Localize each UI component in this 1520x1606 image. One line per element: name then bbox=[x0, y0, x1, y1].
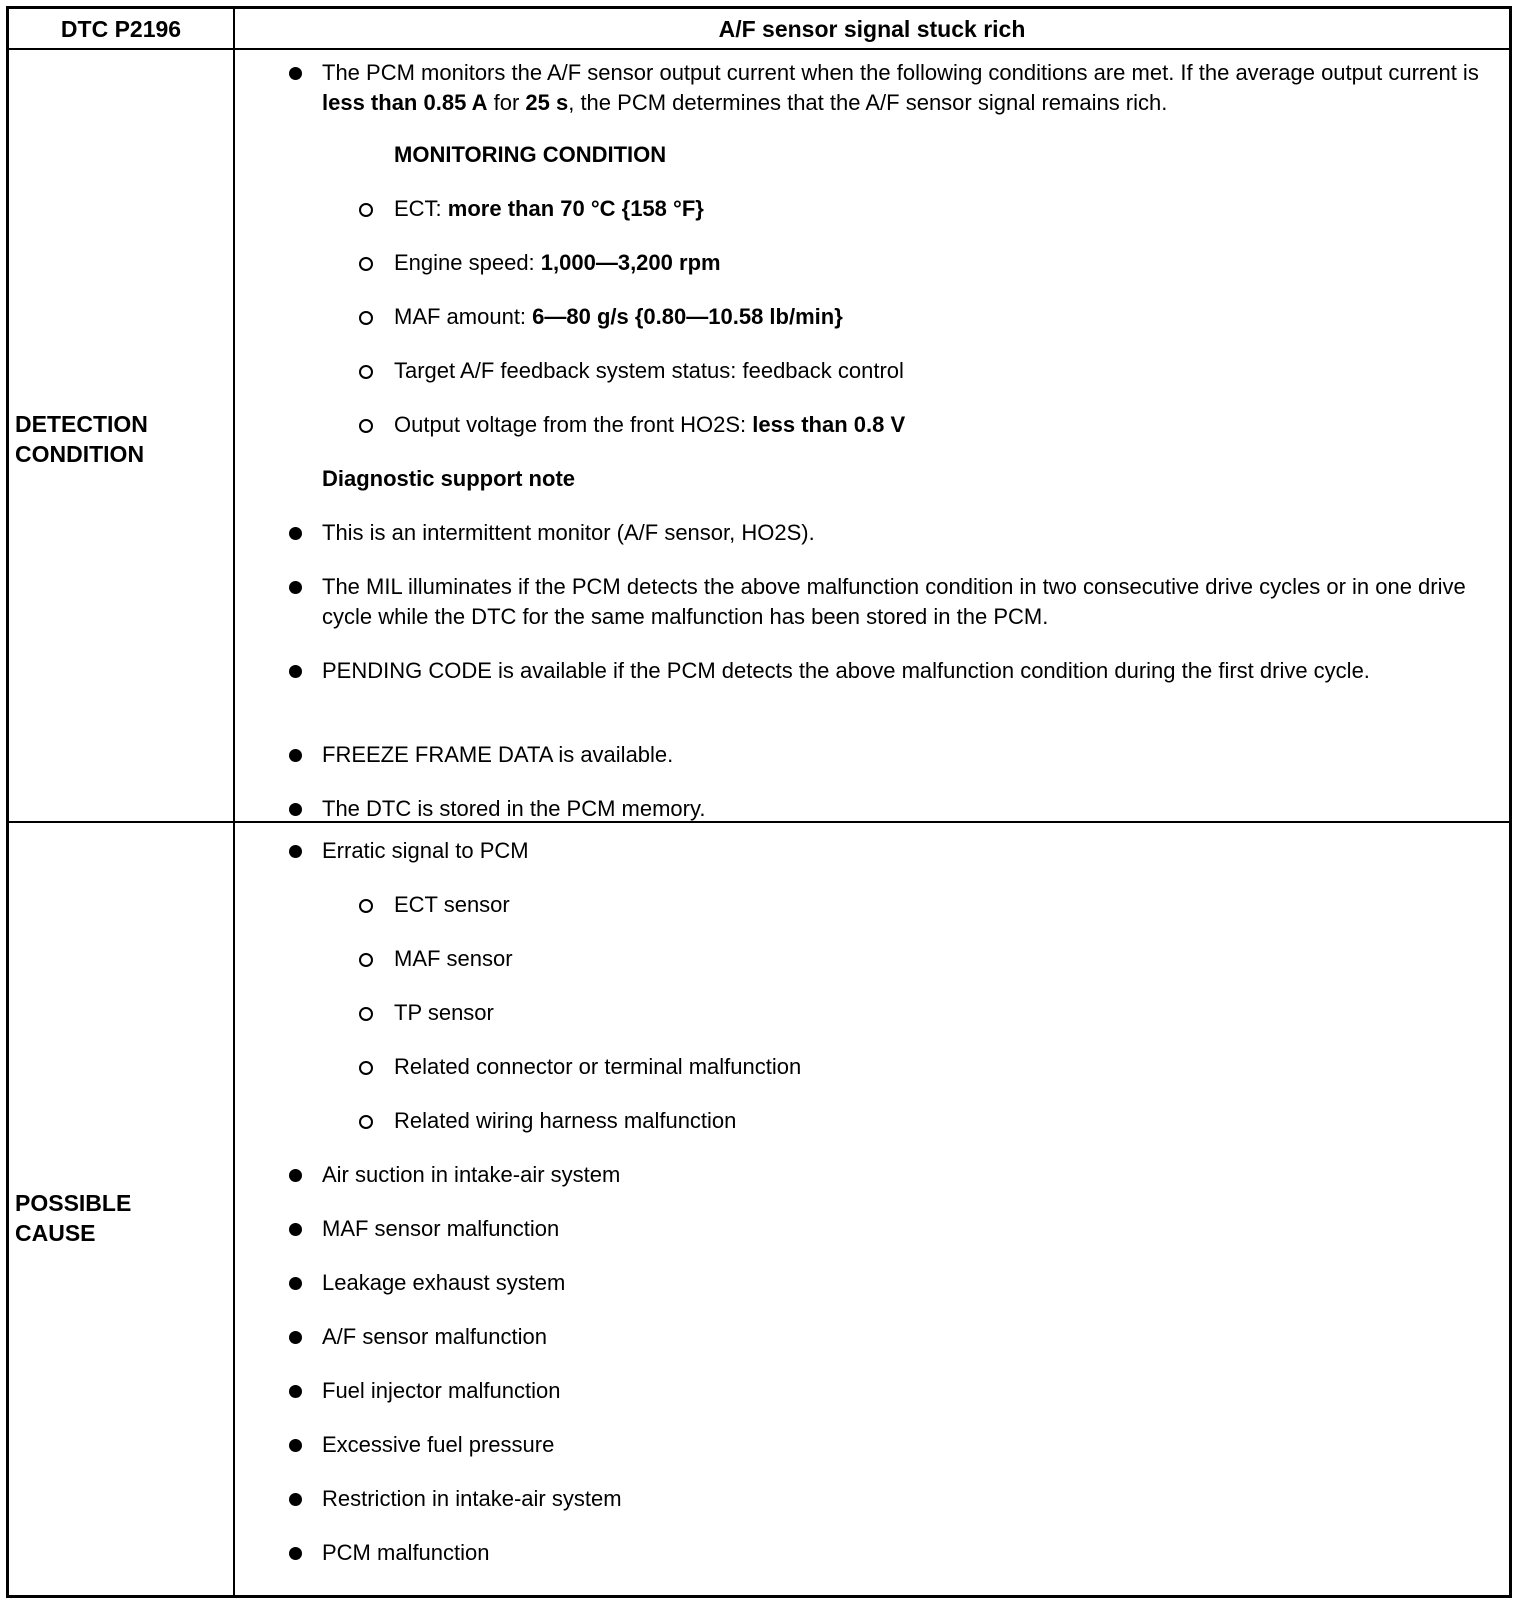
circle-bullet-icon bbox=[359, 419, 373, 433]
bullet-icon bbox=[289, 1223, 302, 1236]
bullet-icon bbox=[289, 67, 302, 80]
dtc-code-header: DTC P2196 bbox=[60, 16, 182, 42]
bullet-icon bbox=[289, 527, 302, 540]
detection-label-line2: CONDITION bbox=[15, 441, 145, 467]
bullet-icon bbox=[289, 665, 302, 678]
bullet-icon bbox=[289, 1439, 302, 1452]
header-divider bbox=[9, 48, 1509, 50]
dtc-table: DTC P2196 A/F sensor signal stuck rich DETECTION CONDITION The PCM monitors the A/F sensor output current when the following conditions are met. If the average output current is less than 0.85 A for 25 s, the PCM determines that the A/F sensor signal remains rich. MONITORING CONDITION ECT: more than 70 °C {158 °F} Engine speed: 1,000—3,200 rpm MAF amount: 6—80 g/s {0.80—10.58 lb/min} Target A/F feedback system status: feedback control Output voltage from the front HO2S: less than 0.8 V Diagnostic support note This is an intermittent monitor (A/F sensor, HO2S). The MIL illuminates if the PCM detects the above malfunction condition in two consecutive drive cycles or in one drive cycle while the DTC for the same malfunction has been stored in the PCM. PENDING CODE is available if the PCM detects the above malfunction condition during the first drive cycle. FREEZE FRAME DATA is available. The DTC is stored in the PCM memory. POSSIBLE CAUSE Erratic signal to PCM ECT sensor MAF sensor TP sensor Related connector or terminal malfunction Related wiring harness malfunction Air suction in intake-air system MAF sensor malfunction Leakage exhaust system A/F sensor malfunction Fuel injector malfunction Excessive fuel pressure Restriction in intake-air system PCM malfunction bbox=[6, 6, 1512, 1598]
detection-label-line1: DETECTION bbox=[15, 411, 148, 437]
possible-label-line2: CAUSE bbox=[15, 1220, 96, 1246]
bullet-icon bbox=[289, 1331, 302, 1344]
column-divider bbox=[233, 9, 235, 1595]
bullet-icon bbox=[289, 1547, 302, 1560]
bullet-icon bbox=[289, 1169, 302, 1182]
diagnostic-support-heading: Diagnostic support note bbox=[322, 466, 575, 491]
bullet-icon bbox=[289, 845, 302, 858]
circle-bullet-icon bbox=[359, 1115, 373, 1129]
detection-condition-label bbox=[15, 409, 225, 469]
circle-bullet-icon bbox=[359, 953, 373, 967]
bullet-icon bbox=[289, 1277, 302, 1290]
possible-label-line1: POSSIBLE bbox=[15, 1190, 132, 1216]
bullet-icon bbox=[289, 803, 302, 816]
possible-cause-label bbox=[15, 1188, 225, 1248]
bullet-icon bbox=[289, 1493, 302, 1506]
circle-bullet-icon bbox=[359, 1061, 373, 1075]
circle-bullet-icon bbox=[359, 1007, 373, 1021]
intro-text: The PCM monitors the A/F sensor output current when the following conditions are met. If the average output current is less than 0.85 A for 25 s, the PCM determines that the A/F sensor signal remains rich. bbox=[322, 60, 1479, 115]
dtc-title-header: A/F sensor signal stuck rich bbox=[718, 16, 1026, 42]
circle-bullet-icon bbox=[359, 203, 373, 217]
bullet-icon bbox=[289, 581, 302, 594]
bullet-icon bbox=[289, 749, 302, 762]
circle-bullet-icon bbox=[359, 899, 373, 913]
bullet-icon bbox=[289, 1385, 302, 1398]
circle-bullet-icon bbox=[359, 365, 373, 379]
circle-bullet-icon bbox=[359, 257, 373, 271]
monitoring-condition-heading: MONITORING CONDITION bbox=[394, 142, 667, 167]
circle-bullet-icon bbox=[359, 311, 373, 325]
